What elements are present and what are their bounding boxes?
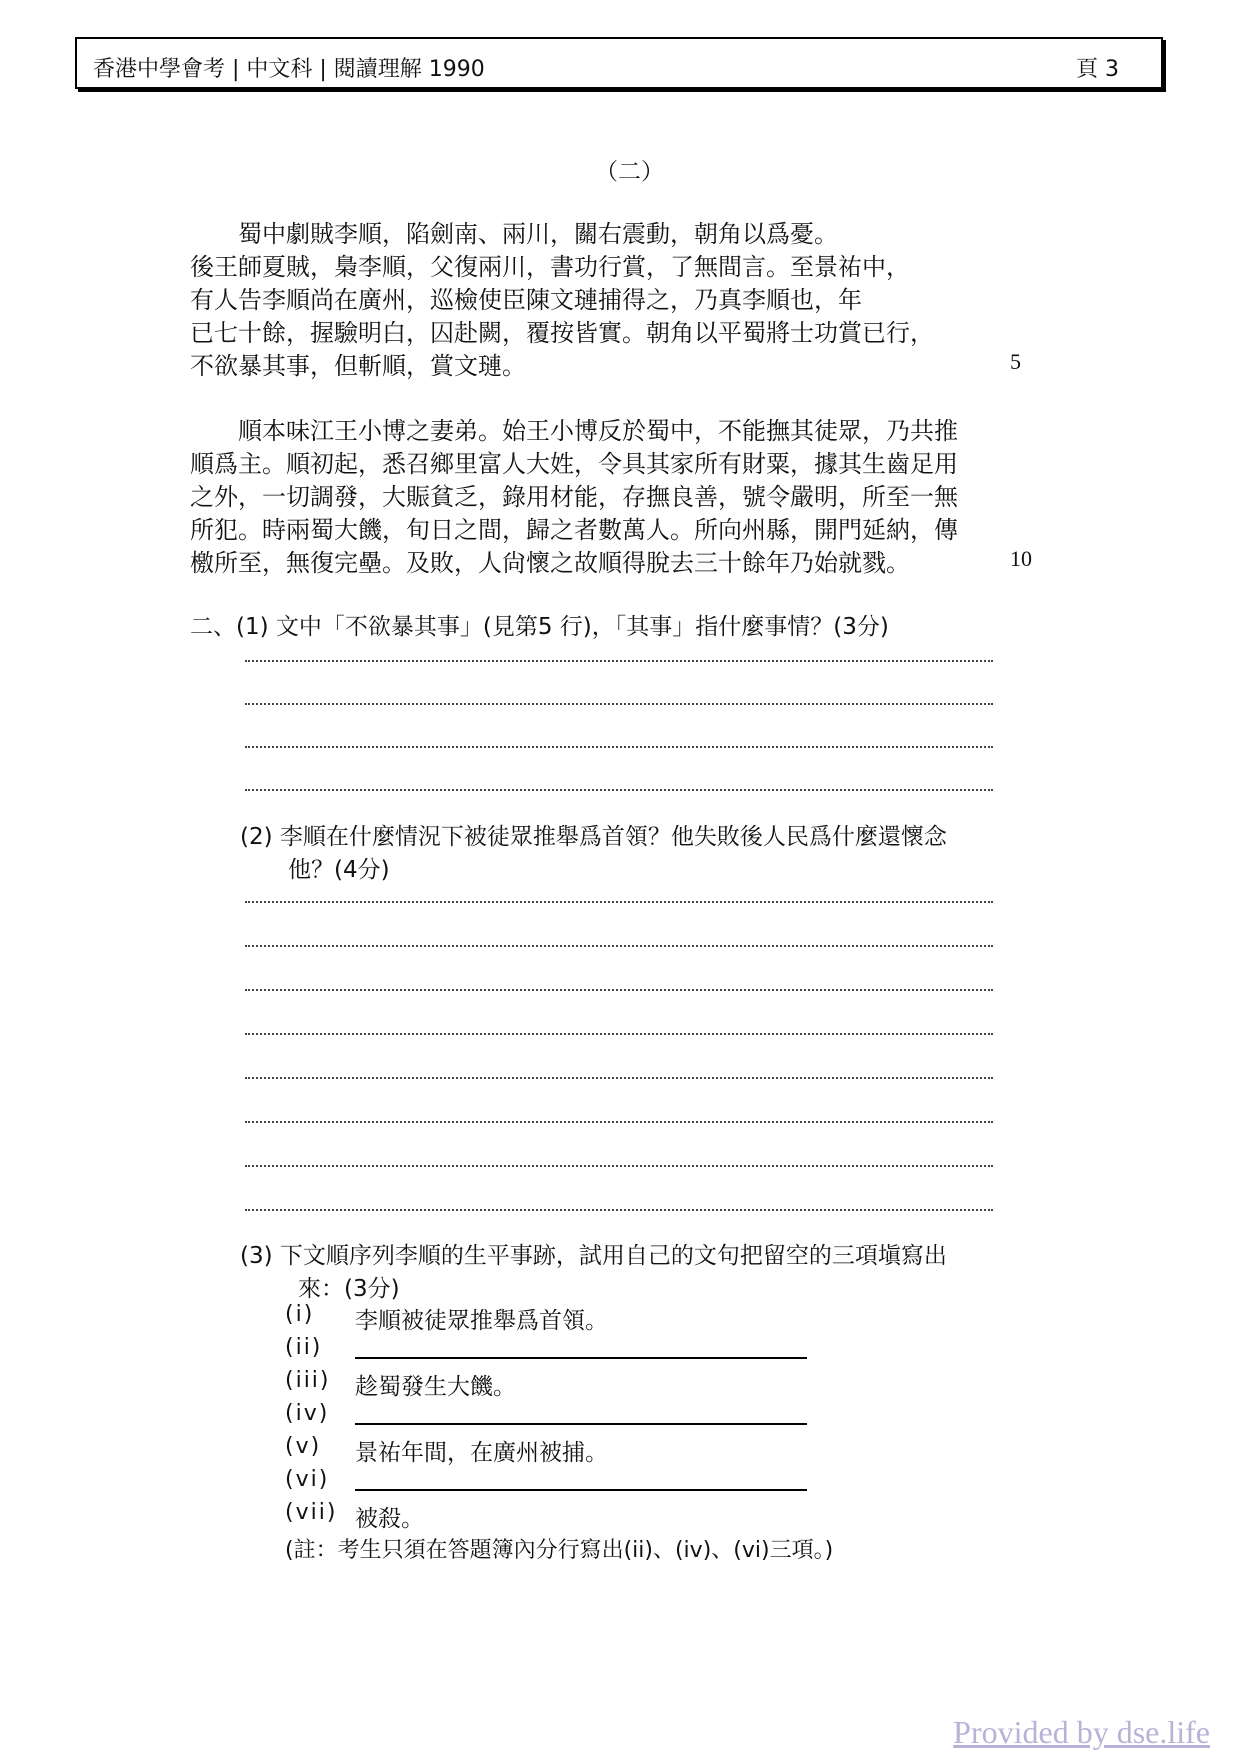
passage-line: 順本味江王小博之妻弟。始王小博反於蜀中，不能撫其徒眾，乃共推 xyxy=(190,417,958,445)
passage-line: 所犯。時兩蜀大饑，旬日之間，歸之者數萬人。所向州縣，開門延納，傳 xyxy=(190,516,958,544)
line-number: 5 xyxy=(1010,349,1021,374)
answer-line[interactable] xyxy=(245,901,993,903)
item-label: (i) xyxy=(285,1302,315,1327)
answer-line[interactable] xyxy=(245,789,993,791)
passage-line: 順爲主。順初起，悉召鄉里富人大姓，令具其家所有財粟，據其生齒足用 xyxy=(190,450,958,478)
answer-line[interactable] xyxy=(245,1121,993,1123)
item-label: (iii) xyxy=(285,1368,331,1393)
header-title: 香港中學會考 | 中文科 | 閱讀理解 1990 xyxy=(93,57,485,82)
item-text: 被殺。 xyxy=(355,1506,424,1532)
item-label: (ii) xyxy=(285,1335,323,1360)
item-label: (iv) xyxy=(285,1401,330,1426)
question-3-cont: 來：(3分) xyxy=(298,1276,400,1302)
item-text: 李順被徒眾推舉爲首領。 xyxy=(355,1308,608,1334)
answer-line[interactable] xyxy=(245,945,993,947)
fill-blank[interactable] xyxy=(355,1423,807,1425)
passage-line: 之外，一切調發，大賑貧乏，錄用材能，存撫良善，號令嚴明，所至一無 xyxy=(190,483,958,511)
item-text: 趁蜀發生大饑。 xyxy=(355,1374,516,1400)
passage-line: 已七十餘，握驗明白，囚赴闕，覆按皆實。朝角以平蜀將士功賞已行， xyxy=(190,319,934,347)
passage-line: 有人告李順尚在廣州，巡檢使臣陳文璉捕得之，乃真李順也，年 xyxy=(190,286,862,314)
answer-line[interactable] xyxy=(245,1033,993,1035)
watermark-link[interactable]: Provided by dse.life xyxy=(953,1714,1210,1750)
answer-line[interactable] xyxy=(245,703,993,705)
item-label: (vii) xyxy=(285,1500,338,1525)
answer-line[interactable] xyxy=(245,1209,993,1211)
passage-line: 蜀中劇賊李順，陷劍南、兩川，關右震動，朝角以爲憂。 xyxy=(190,220,838,248)
question-2-cont: 他？(4分) xyxy=(288,857,390,883)
candidate-note: (註：考生只須在答題簿內分行寫出(ii)、(iv)、(vi)三項。) xyxy=(285,1538,834,1563)
fill-blank[interactable] xyxy=(355,1357,807,1359)
page-number: 頁 3 xyxy=(1076,57,1119,82)
answer-line[interactable] xyxy=(245,746,993,748)
passage-line: 後王師夏賊，梟李順，父復兩川，書功行賞，了無間言。至景祐中， xyxy=(190,253,910,281)
passage-line: 不欲暴其事，但斬順，賞文璉。 xyxy=(190,352,526,380)
question-1: 二、(1) 文中「不欲暴其事」(見第5 行)，「其事」指什麼事情？(3分) xyxy=(190,614,889,640)
answer-line[interactable] xyxy=(245,1165,993,1167)
passage-line: 檄所至，無復完壘。及敗，人尙懷之故順得脫去三十餘年乃始就戮。 xyxy=(190,549,910,577)
fill-blank[interactable] xyxy=(355,1489,807,1491)
item-label: (vi) xyxy=(285,1467,330,1492)
page-header xyxy=(75,37,1163,89)
question-2: (2) 李順在什麼情況下被徒眾推舉爲首領？他失敗後人民爲什麼還懷念 xyxy=(240,824,947,850)
answer-line[interactable] xyxy=(245,660,993,662)
answer-line[interactable] xyxy=(245,989,993,991)
item-text: 景祐年間，在廣州被捕。 xyxy=(355,1440,608,1466)
question-3: (3) 下文順序列李順的生平事跡，試用自己的文句把留空的三項塡寫出 xyxy=(240,1243,947,1269)
section-title: （二） xyxy=(595,159,664,185)
item-label: (v) xyxy=(285,1434,322,1459)
line-number: 10 xyxy=(1010,546,1032,571)
answer-line[interactable] xyxy=(245,1077,993,1079)
